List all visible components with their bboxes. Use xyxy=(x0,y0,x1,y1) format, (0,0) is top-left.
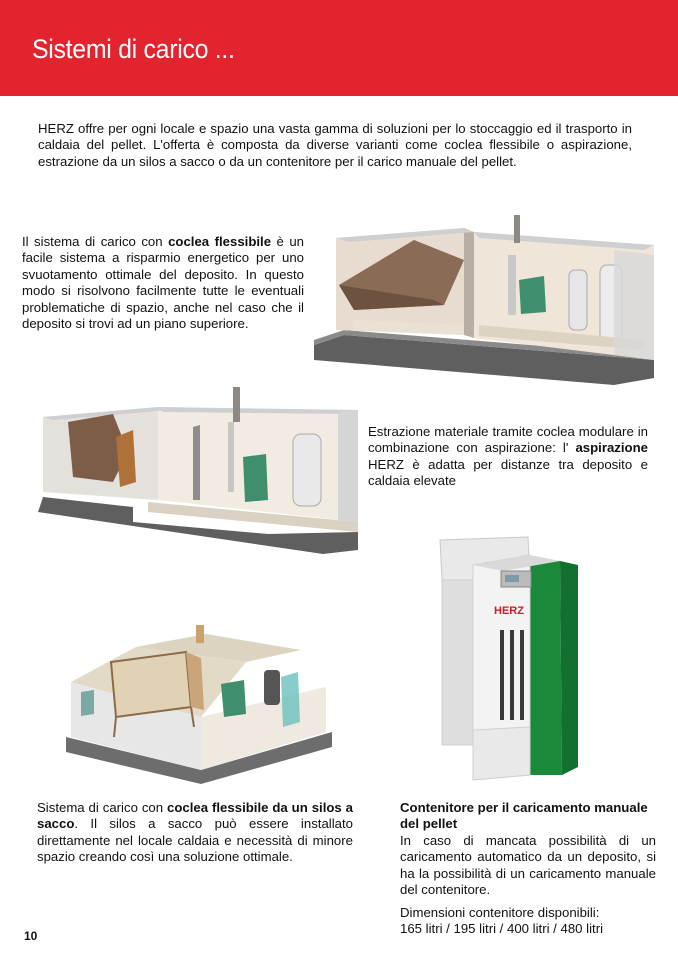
dimensions-label: Dimensioni contenitore disponibili: xyxy=(400,905,600,920)
dimensions-values: 165 litri / 195 litri / 400 litri / 480 litri xyxy=(400,921,604,937)
section3-text-start: Sistema di carico con xyxy=(37,800,168,815)
section1-text-start: Il sistema di carico con xyxy=(22,234,169,249)
modular-auger-suction-illustration xyxy=(38,382,358,554)
section2-text-end: HERZ è adatta per distanze tra deposito e caldaia elevate xyxy=(368,456,648,489)
section-manual-container-text xyxy=(400,800,656,898)
section3-highlight: coclea flessibile da un silos a sacco xyxy=(37,800,354,832)
intro-paragraph: HERZ offre per ogni locale e spazio una vasta gamma di soluzioni per lo stoccaggio ed il trasporto in caldaia del pellet. L'offerta è composta da diverse varianti come coclea flessibile o aspirazione, estrazione da un silos a sacco o da un contenitore per il carico manuale del pellet. xyxy=(38,121,632,169)
page-number: 10 xyxy=(24,929,38,943)
section1-highlight: coclea flessibile xyxy=(168,234,272,249)
section-suction-text xyxy=(368,424,648,490)
section2-text-start: Estrazione materiale tramite coclea modulare in combinazione con aspirazione: l' xyxy=(368,424,648,456)
section4-heading: Contenitore per il caricamento manuale del pellet xyxy=(400,800,648,832)
page-title: Sistemi di carico ... xyxy=(32,34,235,64)
header-banner xyxy=(0,0,678,96)
section2-highlight: aspirazione xyxy=(575,440,648,456)
section-flexible-auger-text xyxy=(22,234,304,332)
silo-bag-room-illustration xyxy=(66,622,332,787)
section1-text-end: è un facile sistema a risparmio energetico per uno svuotamento ottimale del deposito. In questo modo si risolvono facilmente tutte le eventuali problematiche di spazio, anche nel caso che il deposito si trovi ad un piano superiore. xyxy=(22,234,304,332)
boiler-brand-logo: HERZ xyxy=(494,605,524,617)
container-dimensions xyxy=(400,905,660,938)
herz-boiler-illustration xyxy=(438,535,608,785)
section-silo-bag-text xyxy=(37,800,353,866)
flexible-auger-room-illustration xyxy=(314,210,654,385)
section4-body: In caso di mancata possibilità di un caricamento automatico da un deposito, si ha la possibilità di un caricamento manuale del contenitore. xyxy=(400,832,656,898)
section3-text-end: . Il silos a sacco può essere installato direttamente nel locale caldaia e necessità di minore spazio creando così una soluzione ottimale. xyxy=(37,816,353,865)
